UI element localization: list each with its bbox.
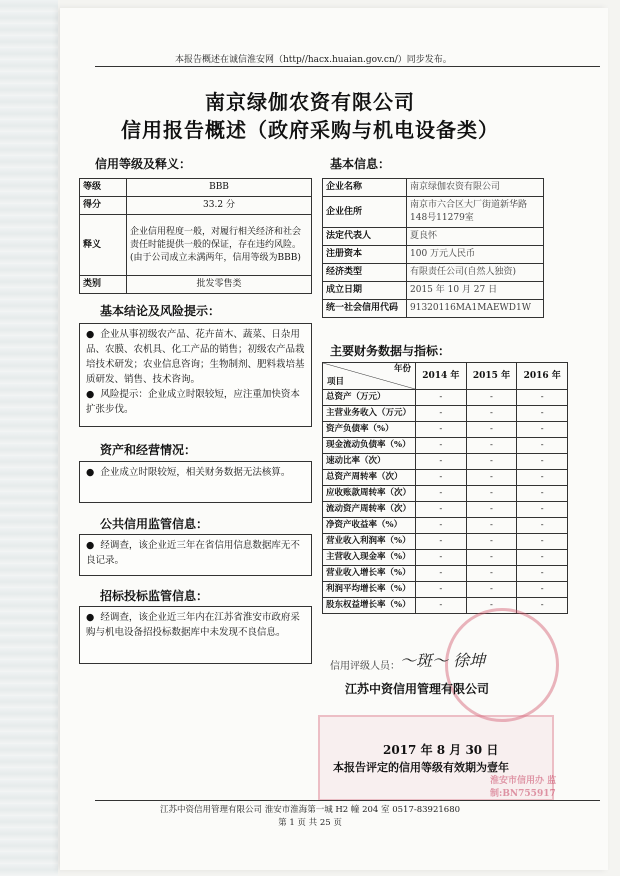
grade-value: BBB (127, 179, 312, 197)
metric-value: - (466, 454, 517, 470)
metric-value: - (517, 390, 568, 406)
page-number: 第 1 页 共 25 页 (278, 818, 342, 828)
metric-value: - (416, 406, 467, 422)
metric-label: 速动比率（次） (323, 454, 416, 470)
table-row (323, 550, 568, 566)
metric-label: 应收账款周转率（次） (323, 486, 416, 502)
list-item (86, 387, 305, 417)
economic-type-value: 有限责任公司(自然人独资) (407, 264, 544, 282)
basic-info-table (322, 178, 544, 318)
finance-heading: 主要财务数据与指标： (330, 344, 451, 358)
metric-value: - (517, 470, 568, 486)
public-credit-text: 经调查，该企业近三年在省信用信息数据库无不良记录。 (86, 540, 300, 566)
table-header-row (323, 363, 568, 390)
economic-type-label: 经济类型 (323, 264, 407, 282)
metric-value: - (416, 566, 467, 582)
metric-value: - (416, 502, 467, 518)
category-label: 类别 (80, 276, 127, 294)
metric-value: - (466, 406, 517, 422)
metric-label: 资产负债率（%） (323, 422, 416, 438)
table-row (323, 438, 568, 454)
table-row (323, 179, 544, 197)
metric-value: - (466, 502, 517, 518)
category-value: 批发零售类 (127, 276, 312, 294)
legal-rep-label: 法定代表人 (323, 228, 407, 246)
table-row (323, 197, 544, 228)
bidding-box (79, 606, 312, 664)
grade-table (79, 178, 312, 294)
year-header: 2016 年 (517, 363, 568, 390)
founded-label: 成立日期 (323, 282, 407, 300)
assets-heading: 资产和经营情况： (100, 443, 197, 457)
bullet-icon: ● (86, 467, 101, 478)
definition-label: 释义 (80, 215, 127, 276)
table-row (323, 582, 568, 598)
metric-value: - (466, 534, 517, 550)
metric-value: - (416, 598, 467, 614)
credit-code-value: 91320116MA1MAEWD1W (407, 300, 544, 318)
metric-value: - (416, 550, 467, 566)
metric-value: - (466, 422, 517, 438)
table-row (80, 179, 312, 197)
table-row (323, 502, 568, 518)
metric-value: - (416, 454, 467, 470)
year-item-corner (323, 363, 415, 389)
risk-warning-text: 风险提示：企业成立时限较短，应注重加快资本扩张步伐。 (86, 389, 300, 415)
founded-value: 2015 年 10 月 27 日 (407, 282, 544, 300)
evaluator-label: 信用评级人员： (330, 661, 400, 672)
metric-value: - (416, 518, 467, 534)
metric-value: - (416, 438, 467, 454)
table-row (323, 598, 568, 614)
metric-label: 净资产收益率（%） (323, 518, 416, 534)
metric-value: - (416, 470, 467, 486)
metric-value: - (517, 598, 568, 614)
metric-value: - (416, 422, 467, 438)
metric-value: - (466, 582, 517, 598)
handwritten-signature: ～斑～ 徐坤 (400, 651, 486, 670)
legal-rep-value: 夏良怀 (407, 228, 544, 246)
metric-value: - (517, 486, 568, 502)
score-label: 得分 (80, 197, 127, 215)
table-row (80, 197, 312, 215)
metric-value: - (517, 550, 568, 566)
company-title: 南京绿伽农资有限公司 (205, 90, 415, 114)
metric-label: 总资产周转率（次） (323, 470, 416, 486)
issue-date: 2017 年 8 月 30 日 (383, 743, 499, 757)
assets-box (79, 461, 312, 503)
metric-label: 营业收入利润率（%） (323, 534, 416, 550)
bullet-icon: ● (86, 389, 101, 400)
company-name-value: 南京绿伽农资有限公司 (407, 179, 544, 197)
metric-value: - (416, 534, 467, 550)
business-scope-text: 企业从事初级农产品、花卉苗木、蔬菜、日杂用品、农膜、农机具、化工产品的销售；初级农产品栽培技术研发；农业信息咨询；生物制剂、肥料栽培基质研发、销售、技术咨询。 (86, 329, 305, 385)
table-row (80, 276, 312, 294)
basic-info-heading: 基本信息： (330, 157, 391, 171)
metric-value: - (416, 582, 467, 598)
company-name-label: 企业名称 (323, 179, 407, 197)
metric-value: - (466, 486, 517, 502)
metric-label: 现金流动负债率（%） (323, 438, 416, 454)
public-credit-heading: 公共信用监管信息： (100, 517, 209, 531)
metric-value: - (466, 598, 517, 614)
metric-value: - (517, 582, 568, 598)
metric-label: 主营收入现金率（%） (323, 550, 416, 566)
assets-text: 企业成立时限较短，相关财务数据无法核算。 (100, 467, 291, 478)
item-corner-label: 项目 (327, 377, 345, 387)
metric-value: - (517, 566, 568, 582)
metric-value: - (466, 390, 517, 406)
table-row (323, 422, 568, 438)
table-row (323, 228, 544, 246)
table-row (323, 406, 568, 422)
score-value: 33.2 分 (127, 197, 312, 215)
table-row (323, 534, 568, 550)
metric-value: - (517, 406, 568, 422)
public-credit-box (79, 534, 312, 576)
bidding-heading: 招标投标监管信息： (100, 589, 209, 603)
credit-code-label: 统一社会信用代码 (323, 300, 407, 318)
footer-rule (95, 800, 600, 801)
metric-value: - (466, 518, 517, 534)
table-row (323, 264, 544, 282)
metric-value: - (517, 438, 568, 454)
finance-table-body (323, 390, 568, 614)
metric-label: 总资产（万元） (323, 390, 416, 406)
list-item (86, 610, 305, 640)
validity-note: 本报告评定的信用等级有效期为壹年 (333, 761, 509, 774)
metric-label: 流动资产周转率（次） (323, 502, 416, 518)
year-header: 2015 年 (466, 363, 517, 390)
definition-value: 企业信用程度一般，对履行相关经济和社会责任时能提供一般的保证，存在违约风险。(由于公司成立未满两年，信用等级为BBB) (127, 215, 312, 276)
bidding-text: 经调查，该企业近三年内在江苏省淮安市政府采购与机电设备招投标数据库中未发现不良信息。 (86, 612, 300, 638)
bullet-icon: ● (86, 612, 101, 623)
table-row (80, 215, 312, 276)
metric-label: 利润平均增长率（%） (323, 582, 416, 598)
metric-value: - (517, 454, 568, 470)
table-row (323, 486, 568, 502)
capital-value: 100 万元人民币 (407, 246, 544, 264)
table-row (323, 566, 568, 582)
metric-value: - (416, 390, 467, 406)
metric-value: - (517, 422, 568, 438)
stamp-text: 淮安市信用办 监制:BN755917 (490, 776, 557, 799)
year-corner-label: 年份 (393, 364, 411, 374)
table-row (323, 454, 568, 470)
bullet-icon: ● (86, 329, 101, 340)
metric-label: 营业收入增长率（%） (323, 566, 416, 582)
metric-value: - (466, 566, 517, 582)
address-label: 企业住所 (323, 197, 407, 228)
table-row (323, 282, 544, 300)
metric-value: - (466, 438, 517, 454)
capital-label: 注册资本 (323, 246, 407, 264)
conclusion-heading: 基本结论及风险提示： (100, 304, 221, 318)
grade-label: 等级 (80, 179, 127, 197)
year-header: 2014 年 (416, 363, 467, 390)
finance-table (322, 362, 568, 614)
conclusion-box (79, 323, 312, 427)
publication-note: 本报告概述在诚信淮安网（http//hacx.huaian.gov.cn/）同步发布。 (175, 55, 452, 65)
report-title: 信用报告概述（政府采购与机电设备类） (121, 118, 499, 142)
address-value: 南京市六合区大厂街道新华路148号11279室 (407, 197, 544, 228)
metric-label: 股东权益增长率（%） (323, 598, 416, 614)
table-row (323, 300, 544, 318)
metric-value: - (517, 534, 568, 550)
metric-value: - (517, 518, 568, 534)
metric-value: - (466, 550, 517, 566)
list-item (86, 465, 305, 480)
table-row (323, 518, 568, 534)
bullet-icon: ● (86, 540, 101, 551)
table-row (323, 470, 568, 486)
metric-value: - (517, 502, 568, 518)
table-row (323, 390, 568, 406)
metric-label: 主营业务收入（万元） (323, 406, 416, 422)
metric-value: - (466, 470, 517, 486)
metric-value: - (416, 486, 467, 502)
issuer-company: 江苏中资信用管理有限公司 (345, 682, 490, 696)
list-item (86, 538, 305, 568)
footer-contact: 江苏中资信用管理有限公司 淮安市淮海第一城 H2 幢 204 室 0517-83921680 (159, 805, 461, 815)
header-rule (95, 66, 600, 67)
list-item (86, 327, 305, 387)
grade-heading: 信用等级及释义： (95, 157, 192, 171)
table-row (323, 246, 544, 264)
